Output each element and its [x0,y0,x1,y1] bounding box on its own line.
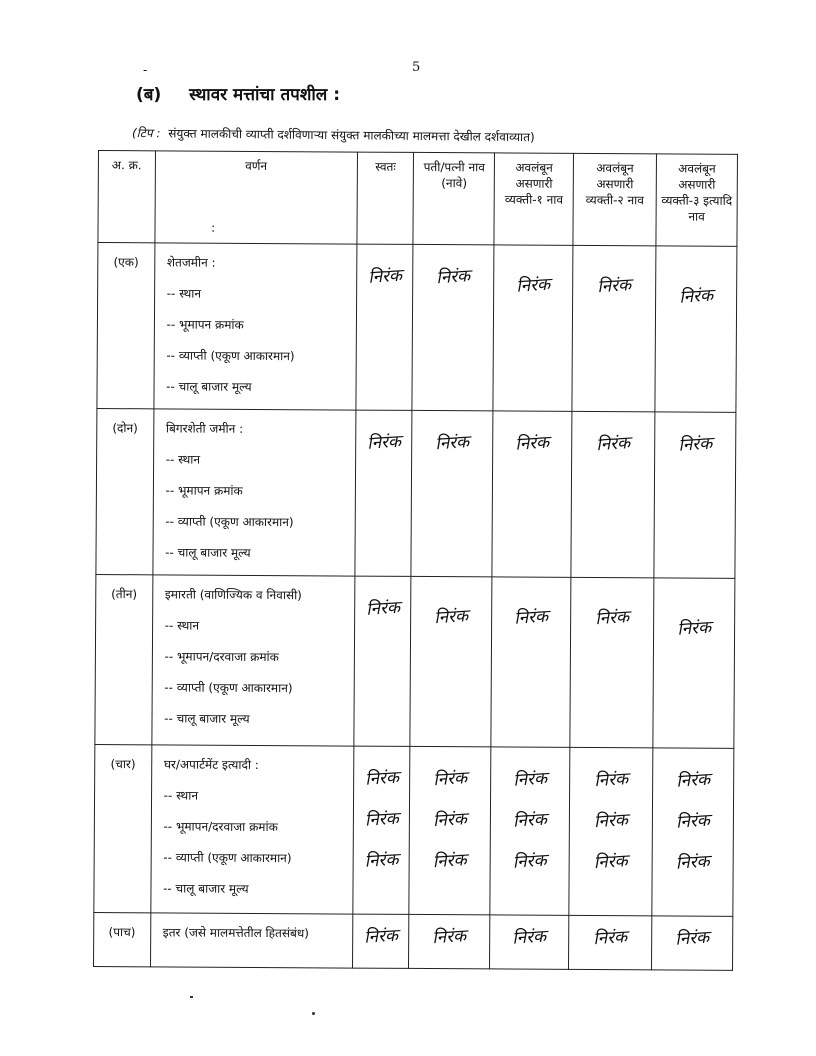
section-title: स्थावर मत्तांचा तपशील : [189,85,341,105]
table-row [97,243,737,413]
cell-self [355,410,413,576]
handwritten-nil-entry: निरंक [594,607,630,630]
header-sr: अ. क्र. [98,151,155,243]
row-sr: (दोन) [96,408,154,574]
row-sr: (चार) [94,744,152,912]
cell-dependent-1 [490,747,570,915]
row-title: बिगरशेती जमीन : [165,421,244,436]
cell-dependent-2 [569,747,653,916]
cell-spouse [410,576,492,746]
scan-speck [190,996,193,998]
handwritten-nil-entry: निरंक [513,606,550,629]
handwritten-nil-entry: निरंक [512,850,548,873]
cell-self [352,914,409,968]
row-sr: (एक) [97,243,155,409]
header-description-colon: : [211,220,216,235]
row-item: -- चालू बाजार मूल्य [165,543,350,561]
handwritten-nil-entry: निरंक [433,768,469,791]
handwritten-nil-entry: निरंक [364,808,400,831]
header-dependent-1: अवलंबून असणारी व्यक्ती-१ नाव [494,153,573,245]
cell-self [354,576,412,746]
row-description [151,575,354,746]
cell-dependent-1 [490,915,569,969]
scan-speck [312,1012,315,1015]
handwritten-nil-entry: निरंक [595,433,631,456]
handwritten-nil-entry: निरंक [515,432,551,455]
cell-dependent-1 [493,245,573,411]
handwritten-nil-entry: निरंक [676,617,712,640]
cell-dependent-1 [491,577,571,747]
cell-dependent-1 [492,411,572,577]
handwritten-nil-entry: निरंक [364,767,400,790]
row-title: शेतजमीन : [166,255,216,270]
cell-spouse [409,746,491,914]
cell-dependent-2 [569,915,652,970]
header-spouse: पती/पत्नी नाव (नावे) [413,152,494,244]
cell-spouse [412,244,494,410]
handwritten-nil-entry: निरंक [593,769,629,792]
header-self: स्वतः [357,152,414,244]
handwritten-nil-entry: निरंक [365,597,401,620]
table-row [95,574,735,748]
handwritten-nil-entry: निरंक [366,431,402,454]
cell-dependent-3 [653,578,735,748]
table-header-row [98,151,738,247]
row-item: -- व्याप्ती (एकूण आकारमान) [166,346,351,364]
note-text: संयुक्त मालकीची व्याप्ती दर्शविणाऱ्या संयुक्त मालकीच्या मालमत्ता देखील दर्शवाव्यात) [168,126,535,145]
cell-self [353,746,411,914]
row-item: -- भूमापन क्रमांक [166,315,351,333]
page-number: 5 [412,60,421,75]
cell-dependent-3 [652,748,734,916]
cell-dependent-2 [572,245,656,412]
row-item: -- चालू बाजार मूल्य [163,879,348,897]
handwritten-nil-entry: निरंक [592,927,628,950]
handwritten-nil-entry: निरंक [677,433,713,456]
table-row [94,912,733,970]
row-title: घर/अपार्टमेंट इत्यादी : [163,757,259,772]
handwritten-nil-entry: निरंक [363,849,399,872]
row-title: इमारती (वाणिज्यिक व निवासी) [164,587,302,603]
cell-dependent-2 [571,411,655,578]
cell-dependent-3 [652,916,733,970]
handwritten-nil-entry: निरंक [512,809,548,832]
row-item: -- व्याप्ती (एकूण आकारमान) [163,848,348,866]
row-description [150,913,353,968]
row-description [154,243,357,410]
handwritten-nil-entry: निरंक [675,851,711,874]
table-row [94,744,734,916]
handwritten-nil-entry: निरंक [675,769,711,792]
handwritten-nil-entry: निरंक [367,265,403,288]
row-item: -- स्थान [165,616,350,634]
header-description-label: वर्णन [245,158,268,174]
row-item: -- चालू बाजार मूल्य [164,709,349,727]
handwritten-nil-entry: निरंक [675,810,711,833]
cell-spouse [411,410,493,576]
row-item: -- व्याप्ती (एकूण आकारमान) [164,678,349,696]
row-item: -- भूमापन/दरवाजा क्रमांक [164,647,349,665]
row-description [150,745,353,914]
row-item: -- भूमापन/दरवाजा क्रमांक [163,817,348,835]
cell-spouse [409,914,490,968]
note-label: (टिप : [131,126,161,141]
row-sr: (पाच) [94,912,151,966]
handwritten-nil-entry: निरंक [515,274,552,297]
section-heading [136,82,340,105]
section-note [132,124,535,145]
handwritten-nil-entry: निरंक [363,925,399,948]
handwritten-nil-entry: निरंक [436,266,472,289]
header-dependent-3: अवलंबून असणारी व्यक्ती-३ इत्यादि नाव [656,154,737,246]
handwritten-nil-entry: निरंक [593,810,629,833]
handwritten-nil-entry: निरंक [434,606,470,629]
cell-self [356,244,414,410]
handwritten-nil-entry: निरंक [678,285,714,308]
row-item: -- स्थान [167,284,352,302]
row-item: -- स्थान [164,786,349,804]
row-title: इतर (जसे मालमत्तेतील हितसंबंध) [162,925,309,941]
row-sr: (तीन) [95,574,153,744]
cell-dependent-2 [570,577,654,748]
handwritten-nil-entry: निरंक [596,275,632,298]
handwritten-nil-entry: निरंक [674,927,710,950]
handwritten-nil-entry: निरंक [593,851,629,874]
row-item: -- व्याप्ती (एकूण आकारमान) [165,512,350,530]
handwritten-nil-entry: निरंक [432,926,468,949]
header-description [155,151,358,244]
handwritten-nil-entry: निरंक [511,926,548,949]
cell-dependent-3 [655,246,737,412]
stray-dash-mark: - [143,63,148,77]
row-description [153,409,356,576]
handwritten-nil-entry: निरंक [432,809,468,832]
header-dependent-2: अवलंबून असणारी व्यक्ती-२ नाव [573,153,656,246]
section-label: (ब) [136,85,162,105]
table-row [96,408,736,578]
cell-dependent-3 [654,412,736,578]
row-item: -- स्थान [166,450,351,468]
row-item: -- चालू बाजार मूल्य [166,377,351,395]
row-item: -- भूमापन क्रमांक [165,481,350,499]
immovable-assets-table [93,150,738,971]
handwritten-nil-entry: निरंक [432,850,468,873]
handwritten-nil-entry: निरंक [435,432,471,455]
handwritten-nil-entry: निरंक [512,768,549,791]
